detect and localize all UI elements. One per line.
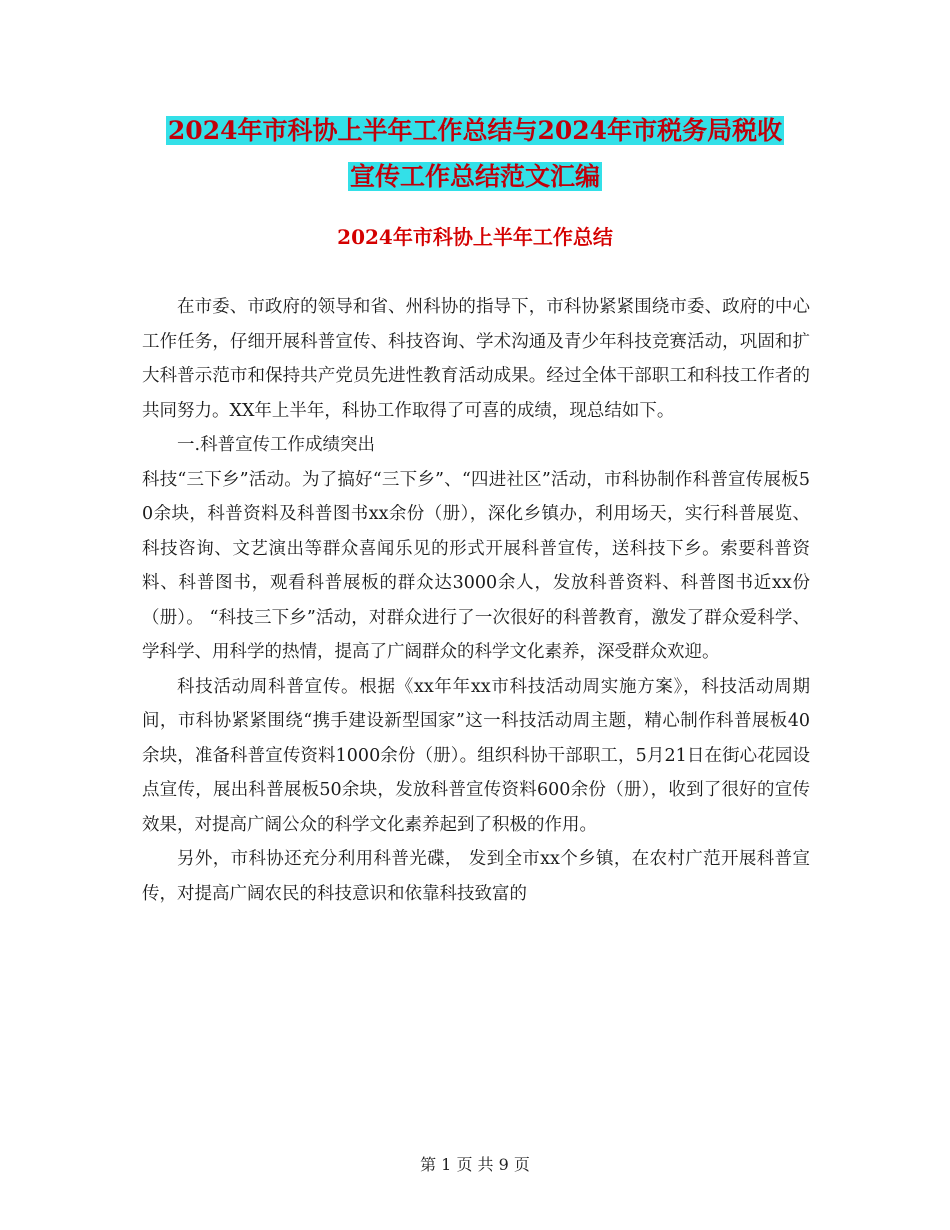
paragraph-additional: 另外，市科协还充分利用科普光碟， 发到全市xx个乡镇，在农村广范开展科普宣传，对提高广阔农民的科技意识和依靠科技致富的 (142, 849, 810, 904)
document-title-line-2-text: 宣传工作总结范文汇编 (349, 162, 600, 191)
document-body (142, 290, 810, 911)
document-title-line-2 (0, 154, 950, 200)
paragraph-science-week: 科技活动周科普宣传。根据《xx年年xx市科技活动周实施方案》，科技活动周期间，市科协紧紧围绕“携手建设新型国家”这一科技活动周主题，精心制作科普展板40余块，准备科普宣传资料1000余份（册）。组织科协干部职工，5月21日在街心花园设点宣传，展出科普展板50余块，发放科普宣传资料600余份（册），收到了很好的宣传效果，对提高广阔公众的科学文化素养起到了积极的作用。 (142, 676, 810, 835)
document-title-line-1 (0, 108, 950, 154)
paragraph-intro: 在市委、市政府的领导和省、州科协的指导下，市科协紧紧围绕市委、政府的中心工作任务，仔细开展科普宣传、科技咨询、学术沟通及青少年科技竞赛活动，巩固和扩大科普示范市和保持共产党员先进性教育活动成果。经过全体干部职工和科技工作者的共同努力。XX年上半年，科协工作取得了可喜的成绩，现总结如下。 (142, 297, 810, 421)
paragraph-three-rural: 科技“三下乡”活动。为了搞好“三下乡”、“四进社区”活动，市科协制作科普宣传展板50余块，科普资料及科普图书xx余份（册），深化乡镇办，利用场天，实行科普展览、科技咨询、文艺演出等群众喜闻乐见的形式开展科普宣传，送科技下乡。索要科普资料、科普图书，观看科普展板的群众达3000余人，发放科普资料、科普图书近xx份（册）。 “科技三下乡”活动，对群众进行了一次很好的科普教育，激发了群众爱科学、学科学、用科学的热情，提高了广阔群众的科学文化素养，深受群众欢迎。 (142, 469, 810, 662)
section-title: 2024年市科协上半年工作总结 (337, 225, 613, 249)
page-footer: 第 1 页 共 9 页 (420, 1155, 530, 1174)
paragraph-heading-1: 一.科普宣传工作成绩突出 (177, 435, 376, 455)
document-title-line-1-text: 2024年市科协上半年工作总结与2024年市税务局税收 (167, 116, 783, 145)
